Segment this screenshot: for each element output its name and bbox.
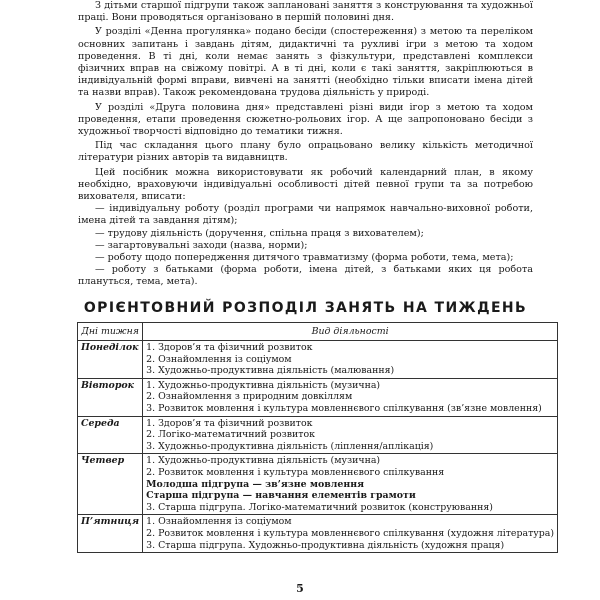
header-days: Дні тижня [78, 323, 143, 341]
table-row [78, 416, 558, 454]
list-item: — роботу з батьками (форма роботи, імена дітей, з батьками яких ця робота плануться, тема, мета). [78, 264, 533, 288]
activity-line: 3. Художньо-продуктивна діяльність (малювання) [146, 365, 395, 377]
activity-line: 1. Ознайомлення із соціумом [146, 516, 292, 528]
activities-cell [143, 454, 558, 515]
activity-line: 2. Ознайомлення із соціумом [146, 353, 292, 365]
list-item: — загартовувальні заходи (назва, норми); [95, 239, 308, 251]
list-item: — роботу щодо попередження дитячого травматизму (форма роботи, тема, мета); [95, 252, 514, 264]
table-row [78, 378, 558, 416]
day-cell: Вівторок [78, 378, 143, 416]
weekly-schedule-table [77, 322, 558, 553]
paragraph: З дітьми старшої підгрупи також заплановані заняття з конструювання та художньої праці. Вони проводяться організовано в першій половині дня. [78, 0, 533, 24]
activity-line: 2. Розвиток мовлення і культура мовленнєвого спілкування (художня література) [146, 527, 555, 539]
paragraph: У розділі «Денна прогулянка» подано бесіди (спостереження) з метою та переліком основних запитань і завдань дітям, дидактичні та рухливі ігри з метою та ходом проведення. В ті дні, коли немає занять з фізкультури, представлені комплекси фізичних вправ на свіжому повітрі. А в ті дні, коли є такі заняття, закріплюються в індивідуальній формі вправи, вивчені на занятті (необхідно тільки вписати імена дітей та назви вправ). Також рекомендована трудова діяльність у природі. [78, 26, 533, 99]
table-row [78, 341, 558, 379]
activity-line: 1. Художньо-продуктивна діяльність (музична) [146, 455, 381, 467]
activity-line: 2. Ознайомлення з природним довкіллям [146, 391, 353, 403]
activity-line: 1. Здоров’я та фізичний розвиток [146, 417, 313, 429]
activity-line: Молодша підгрупа — зв’язне мовлення [146, 478, 365, 490]
list-intro: Цей посібник можна використовувати як робочий календарний план, в якому необхідно, враховуючи індивідуальні особливості дітей певної групи та за потребою вихователя, вписати: [78, 166, 533, 203]
day-cell: Понеділок [78, 341, 143, 379]
table-row [78, 515, 558, 553]
table-body [78, 341, 558, 553]
section-title: ОРІЄНТОВНИЙ РОЗПОДІЛ ЗАНЯТЬ НА ТИЖДЕНЬ [83, 300, 528, 316]
list-item: — трудову діяльність (доручення, спільна праця з вихователем); [95, 227, 424, 239]
table-header-row [78, 323, 558, 341]
activities-cell [143, 341, 558, 379]
table-row [78, 454, 558, 515]
activity-line: 3. Художньо-продуктивна діяльність (ліплення/аплікація) [146, 440, 434, 452]
activity-line: 1. Здоров’я та фізичний розвиток [146, 342, 313, 353]
activities-cell [143, 515, 558, 553]
day-cell: П’ятниця [78, 515, 143, 553]
day-cell: Четвер [78, 454, 143, 515]
page-number: 5 [296, 582, 304, 595]
body-text [78, 0, 533, 289]
paragraph: Під час складання цього плану було опрацьовано велику кількість методичної літератури різних авторів та видавництв. [78, 140, 533, 164]
activity-line: 3. Старша підгрупа. Логіко-математичний розвиток (конструювання) [146, 501, 493, 513]
activity-line: Старша підгрупа — навчання елементів грамоти [146, 490, 416, 502]
activity-line: 3. Старша підгрупа. Художньо-продуктивна діяльність (художня праця) [146, 539, 505, 551]
activity-line: 1. Художньо-продуктивна діяльність (музична) [146, 379, 381, 391]
activity-line: 2. Розвиток мовлення і культура мовленнєвого спілкування [146, 466, 445, 478]
paragraph: У розділі «Друга половина дня» представлені різні види ігор з метою та ходом проведення, етапи проведення сюжетно-рольових ігор. А ще запропоновано бесіди з художньої творчості відповідно до тематики тижня. [78, 101, 533, 138]
activities-cell [143, 416, 558, 454]
activity-line: 2. Логіко-математичний розвиток [146, 429, 315, 441]
header-activity: Вид діяльності [143, 323, 558, 341]
day-cell: Середа [78, 416, 143, 454]
fill-in-list [78, 203, 533, 288]
activity-line: 3. Розвиток мовлення і культура мовленнєвого спілкування (зв’язне мовлення) [146, 402, 542, 414]
activities-cell [143, 378, 558, 416]
list-item: — індивідуальну роботу (розділ програми чи напрямок навчально-виховної роботи, імена дітей та завдання дітям); [78, 203, 533, 227]
